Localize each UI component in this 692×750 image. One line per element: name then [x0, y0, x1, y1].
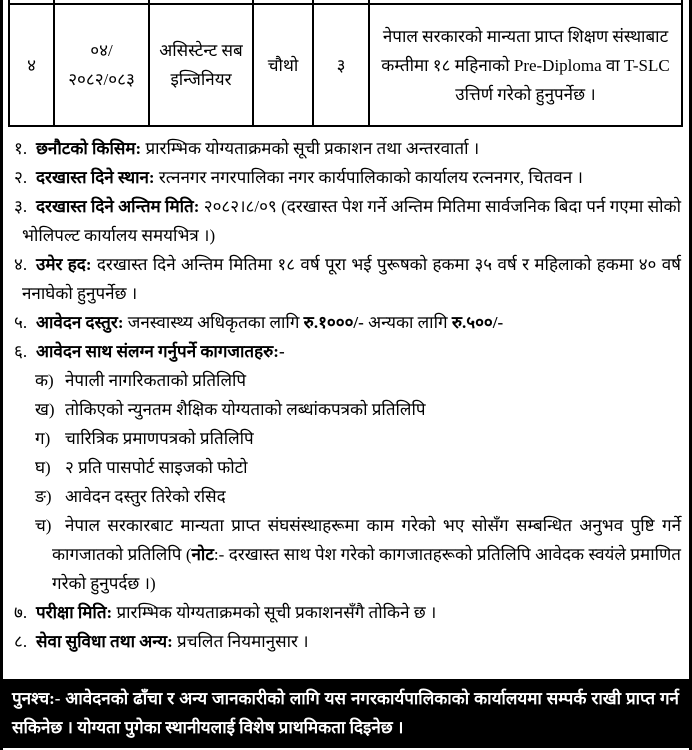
list-item-label: दरखास्त दिने अन्तिम मिति:	[36, 197, 200, 216]
doc-item-marker: च)	[35, 516, 52, 535]
cell-position: असिस्टेन्ट सब इन्जिनियर	[149, 4, 253, 126]
doc-item-text: २ प्रति पासपोर्ट साइजको फोटो	[65, 458, 248, 477]
list-item-label: दरखास्त दिने स्थान:	[36, 168, 155, 187]
doc-item-gha	[3, 453, 681, 482]
list-item-label: आवेदन दस्तुर:	[36, 313, 124, 332]
doc-item-ga	[3, 424, 681, 453]
list-item-number: १.	[14, 139, 28, 158]
doc-item-marker: ङ)	[35, 487, 52, 506]
footer-note	[3, 679, 689, 748]
list-item-5	[3, 308, 681, 337]
advertisement-number-line1: ०४/	[90, 41, 113, 60]
cell-qualification: नेपाल सरकारको मान्यता प्राप्त शिक्षण संस्थाबाट कम्तीमा १८ महिनाको Pre-Diploma वा T-SLC उत्तिर्ण गरेको हुनुपर्नेछ ।	[369, 4, 682, 126]
list-item-text: अन्यका लागि	[363, 313, 452, 332]
doc-item-text: आवेदन दस्तुर तिरेको रसिद	[65, 487, 226, 506]
list-item-number: ६.	[14, 342, 28, 361]
documents-sublist	[3, 366, 681, 598]
table-row	[9, 4, 682, 126]
list-item-number: ३.	[14, 197, 28, 216]
list-item-label: छनौटको किसिम:	[36, 139, 142, 158]
doc-item-text: तोकिएको न्युनतम शैक्षिक योग्यताको लब्धांकपत्रको प्रतिलिपि	[65, 400, 426, 419]
list-item-3	[3, 192, 681, 250]
list-item-text: प्रारम्भिक योग्यताक्रमको सूची प्रकाशन तथा अन्तरवार्ता ।	[141, 139, 480, 158]
list-item-number: २.	[14, 168, 28, 187]
list-item-6	[3, 337, 681, 366]
list-item-label: परीक्षा मिति:	[36, 603, 113, 622]
list-item-1	[3, 134, 681, 163]
doc-item-text: चारित्रिक प्रमाणपत्रको प्रतिलिपि	[65, 429, 254, 448]
doc-item-nga	[3, 482, 681, 511]
list-item-2	[3, 163, 681, 192]
doc-item-text: नेपाली नागरिकताको प्रतिलिपि	[65, 371, 247, 390]
list-item-text: प्रारम्भिक योग्यताक्रमको सूची प्रकाशनसँगै तोकिने छ ।	[112, 603, 437, 622]
notice-list	[3, 127, 689, 656]
doc-item-marker: ख)	[35, 400, 55, 419]
doc-item-cha	[3, 511, 681, 598]
doc-item-ka	[3, 366, 681, 395]
fee-amount-health: रु.१०००/-	[303, 313, 364, 332]
cell-service-class: चौथो	[253, 4, 313, 126]
list-item-7	[3, 598, 681, 627]
list-item-text: जनस्वास्थ्य अधिकृतका लागि	[123, 313, 304, 332]
footer-text: पुनश्च:- आवेदनको ढाँचा र अन्य जानकारीको लागि यस नगरकार्यपालिकाको कार्यालयमा सम्पर्क राखी प्राप्त गर्न सकिनेछ । योग्यता पुगेका स्थानीयलाई विशेष प्राथमिकता दिइनेछ ।	[12, 689, 679, 737]
cell-serial-number: ४	[9, 4, 54, 126]
list-item-label: सेवा सुविधा तथा अन्य:	[36, 632, 173, 651]
list-item-number: ४.	[14, 255, 28, 274]
list-item-label: आवेदन साथ संलग्न गर्नुपर्ने कागजातहरु:-	[36, 342, 285, 361]
list-item-text: प्रचलित नियमानुसार ।	[172, 632, 309, 651]
list-item-number: ८.	[14, 632, 28, 651]
doc-item-marker: घ)	[35, 458, 51, 477]
doc-item-text: :- दरखास्त साथ पेश गरेको कागजातहरूको प्रतिलिपि आवेदक स्वयंले प्रमाणित गरेको हुनुपर्दछ ।)	[52, 545, 681, 593]
doc-item-marker: ग)	[35, 429, 51, 448]
vacancy-table	[8, 0, 683, 127]
cell-quantity: ३	[313, 4, 369, 126]
list-item-number: ५.	[14, 313, 28, 332]
doc-item-text: नेपाल सरकारबाट मान्यता प्राप्त संघसंस्थाहरूमा काम गरेको भए सोसँग सम्बन्धित अनुभव पुष्टि गर्ने कागजातको प्रतिलिपि (	[52, 516, 681, 564]
doc-item-kha	[3, 395, 681, 424]
cell-advertisement-number	[54, 4, 149, 126]
list-item-label: उमेर हद:	[36, 255, 92, 274]
list-item-text: रत्ननगर नगरपालिका नगर कार्यपालिकाको कार्यालय रत्ननगर, चितवन ।	[154, 168, 583, 187]
list-item-8	[3, 627, 681, 656]
list-item-number: ७.	[14, 603, 28, 622]
list-item-text: दरखास्त दिने अन्तिम मितिमा १८ वर्ष पूरा भई पुरूषको हकमा ३५ वर्ष र महिलाको हकमा ४० वर्ष ननाघेको हुनुपर्नेछ ।	[22, 255, 681, 303]
doc-item-marker: क)	[35, 371, 54, 390]
note-label: नोट	[191, 545, 214, 564]
list-item-4	[3, 250, 681, 308]
fee-amount-others: रु.५००/-	[451, 313, 504, 332]
list-item-text: २०८२।८/०९ (दरखास्त पेश गर्ने अन्तिम मितिमा सार्वजनिक बिदा पर्न गएमा सोको भोलिपल्ट कार्यालय समयभित्र ।)	[22, 197, 681, 245]
advertisement-number-line2: २०८२/०८३	[68, 70, 135, 89]
